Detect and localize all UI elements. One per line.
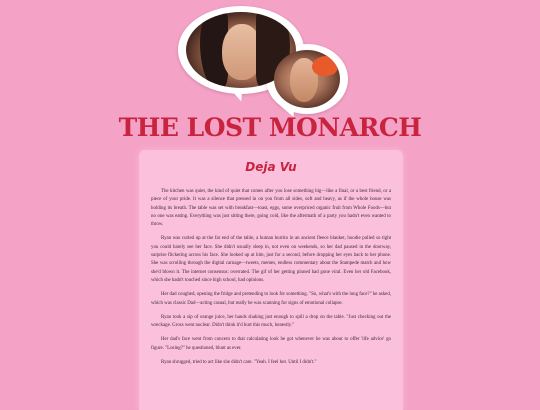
fish-prop-shape <box>312 56 338 76</box>
story-body <box>151 188 391 373</box>
chapter-title: Deja Vu <box>245 160 297 174</box>
header-collage <box>0 0 540 140</box>
story-paragraph: The kitchen was quiet, the kind of quiet that comes after you lose something big—like a final, or a best friend, or a piece of your pride. It was a silence that pressed in on you from all sides, soft and heavy, as if the whole house was holding its breath. The table was set with breakfast—toast, eggs, some overpriced organic fruit from Whole Foods—but no one was eating. Everything was just sitting there, going cold, like the aftermath of a party you hadn't even wanted to throw. <box>151 189 391 228</box>
story-panel <box>139 150 403 410</box>
story-paragraph: Ryan took a sip of orange juice, her hands shaking just enough to spill a drop on the table. "Just checking out the wreckage. Gross went nuclear. Didn't think it'd hurt this much, honestly." <box>151 314 391 329</box>
story-paragraph: Ryan shrugged, tried to act like she didn't care. "Yeah. I feel hot. Until I didn't." <box>161 360 317 366</box>
story-paragraph: Her dad coughed, opening the fridge and pretending to look for something. "So, what's with the long face?" he asked, which was classic Dad—acting casual, but really he was scanning for signs of emotional collapse. <box>151 292 391 306</box>
page-title: THE LOST MONARCH <box>118 113 422 142</box>
portrait-photo-icon <box>274 50 340 108</box>
story-paragraph: Her dad's face went from concern to that calculating look he got whenever he was about to offer 'life advice' go figure. "Losing?" he questioned, blunt as ever. <box>151 337 391 351</box>
story-paragraph: Ryan was curled up at the far end of the table, a human burrito in an ancient fleece blanket, hoodie pulled so tight you could barely see her face. She didn't usually sleep in, not even on weekends, so her dad paused in the doorway, surprise flickering across his face. She looked up at him, just for a second, before dropping her eyes back to her phone. She was scrolling through the digital carnage—tweets, memes, endless commentary about the Stampede match and how she'd blown it. The internet consensus: overrated. The gif of her getting pinned had gone viral. Even her old Facebook, which she hadn't touched since high school, had opinions. <box>151 236 391 283</box>
